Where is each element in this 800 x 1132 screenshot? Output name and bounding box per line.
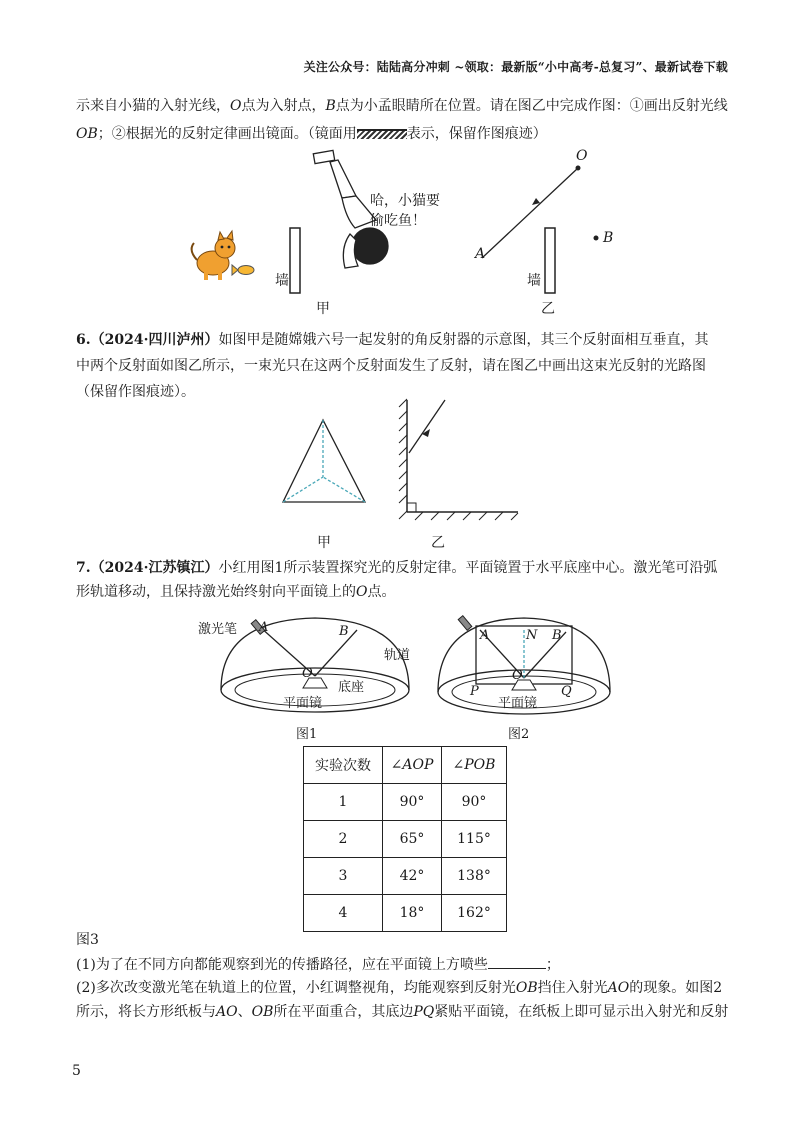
- wall-jia: [290, 228, 300, 293]
- fig2-mirror: 平面镜: [498, 696, 538, 711]
- fig2-P: P: [470, 684, 479, 699]
- q6-text-line3: （保留作图痕迹）。: [76, 384, 195, 400]
- page-header: 关注公众号：陆陆高分冲刺 ~领取：最新版“小中高考-总复习”、最新试卷下载: [303, 60, 728, 74]
- table-cell: 18°: [383, 895, 442, 932]
- table-cell: 4: [304, 895, 383, 932]
- speech-line2: 偷吃鱼！: [370, 213, 426, 229]
- table-row: [304, 784, 507, 821]
- fig2-caption: 图2: [508, 727, 530, 742]
- q6-text-line2: 中两个反射面如图乙所示，一束光只在这两个反射面发生了反射，请在图乙中画出这束光反射的光路图: [76, 358, 706, 374]
- wall-label-jia: 墙: [275, 273, 289, 289]
- incident-ray: [482, 168, 578, 258]
- table-row: [304, 821, 507, 858]
- table-row: [304, 895, 507, 932]
- q7-part2-line2: 所示，将长方形纸板与AO、OB所在平面重合，其底边PQ紧贴平面镜，在纸板上即可显示出入射光和反射: [76, 1004, 729, 1020]
- label-B: B: [603, 230, 614, 246]
- table-header: ∠AOP: [383, 747, 442, 784]
- q7-text-line1: 7.（2024·江苏镇江）小红用图1所示装置探究光的反射定律。平面镜置于水平底座中心。激光笔可沿弧: [76, 560, 718, 576]
- q6-label-jia: 甲: [317, 535, 331, 551]
- right-angle-mark: [407, 503, 416, 512]
- table-cell: 1: [304, 784, 383, 821]
- fig1-B: B: [339, 624, 349, 639]
- fig1-caption: 图1: [296, 727, 318, 742]
- corner-reflector-triangle: [283, 420, 365, 502]
- light-ray: [409, 400, 445, 453]
- q7-part1: (1)为了在不同方向都能观察到光的传播路径，应在平面镜上方喷些 ；: [76, 954, 560, 975]
- table-cell: 162°: [442, 895, 507, 932]
- fig1-mirror: 平面镜: [283, 696, 323, 711]
- wall-yi: [545, 228, 555, 293]
- fig1-track: 轨道: [384, 648, 411, 663]
- q7-text-line2: 形轨道移动，且保持激光始终射向平面镜上的O点。: [76, 584, 396, 600]
- mirror-symbol-icon: [357, 129, 407, 139]
- table-cell: 115°: [442, 821, 507, 858]
- point-O: [576, 166, 581, 171]
- speech-line1: 哈，小猫要: [370, 193, 440, 209]
- fig3-caption: 图3: [76, 932, 99, 948]
- fig2-Q: Q: [561, 684, 572, 699]
- fig2-N: N: [526, 628, 538, 643]
- table-cell: 90°: [383, 784, 442, 821]
- answer-blank[interactable]: [488, 954, 546, 969]
- fig1-A: A: [259, 620, 269, 635]
- table-cell: 90°: [442, 784, 507, 821]
- table-header: ∠POB: [442, 747, 507, 784]
- table-row: [304, 858, 507, 895]
- fish-icon: [232, 265, 254, 275]
- table-cell: 2: [304, 821, 383, 858]
- table-cell: 138°: [442, 858, 507, 895]
- fig-label-jia: 甲: [316, 301, 330, 317]
- q5-text-line1: 示来自小猫的入射光线，O点为入射点，B点为小孟眼睛所在位置。请在图乙中完成作图：①画出反射光线: [76, 98, 728, 114]
- fig1-laser: 激光笔: [198, 622, 238, 637]
- label-O: O: [576, 148, 588, 164]
- point-B: [594, 236, 599, 241]
- laser-pen-icon: [458, 616, 472, 631]
- fig1-base: 底座: [338, 680, 365, 695]
- fig1-O: O: [302, 666, 313, 681]
- label-A: A: [475, 246, 486, 262]
- fig-label-yi: 乙: [541, 301, 555, 317]
- q5-figure: [180, 148, 660, 323]
- fig2-B: B: [552, 628, 562, 643]
- cat-icon: [192, 231, 235, 280]
- q5-text-line2: OB；②根据光的反射定律画出镜面。（镜面用 表示，保留作图痕迹）: [76, 126, 547, 142]
- table-cell: 3: [304, 858, 383, 895]
- page-number: 5: [72, 1063, 81, 1079]
- experiment-table: [303, 746, 507, 932]
- fig2-A: A: [480, 628, 490, 643]
- fig2-O: O: [512, 668, 523, 683]
- table-header-row: [304, 747, 507, 784]
- q6-text-line1: 6.（2024·四川泸州）如图甲是随嫦娥六号一起发射的角反射器的示意图，其三个反射面相互垂直，其: [76, 332, 709, 348]
- q7-part2-line1: (2)多次改变激光笔在轨道上的位置，小红调整视角，均能观察到反射光OB挡住入射光AO的现象。如图2: [76, 980, 723, 996]
- table-cell: 42°: [383, 858, 442, 895]
- wall-label-yi: 墙: [527, 273, 541, 289]
- q6-figure: [265, 395, 525, 525]
- table-cell: 65°: [383, 821, 442, 858]
- q6-label-yi: 乙: [431, 535, 445, 551]
- table-header: 实验次数: [304, 747, 383, 784]
